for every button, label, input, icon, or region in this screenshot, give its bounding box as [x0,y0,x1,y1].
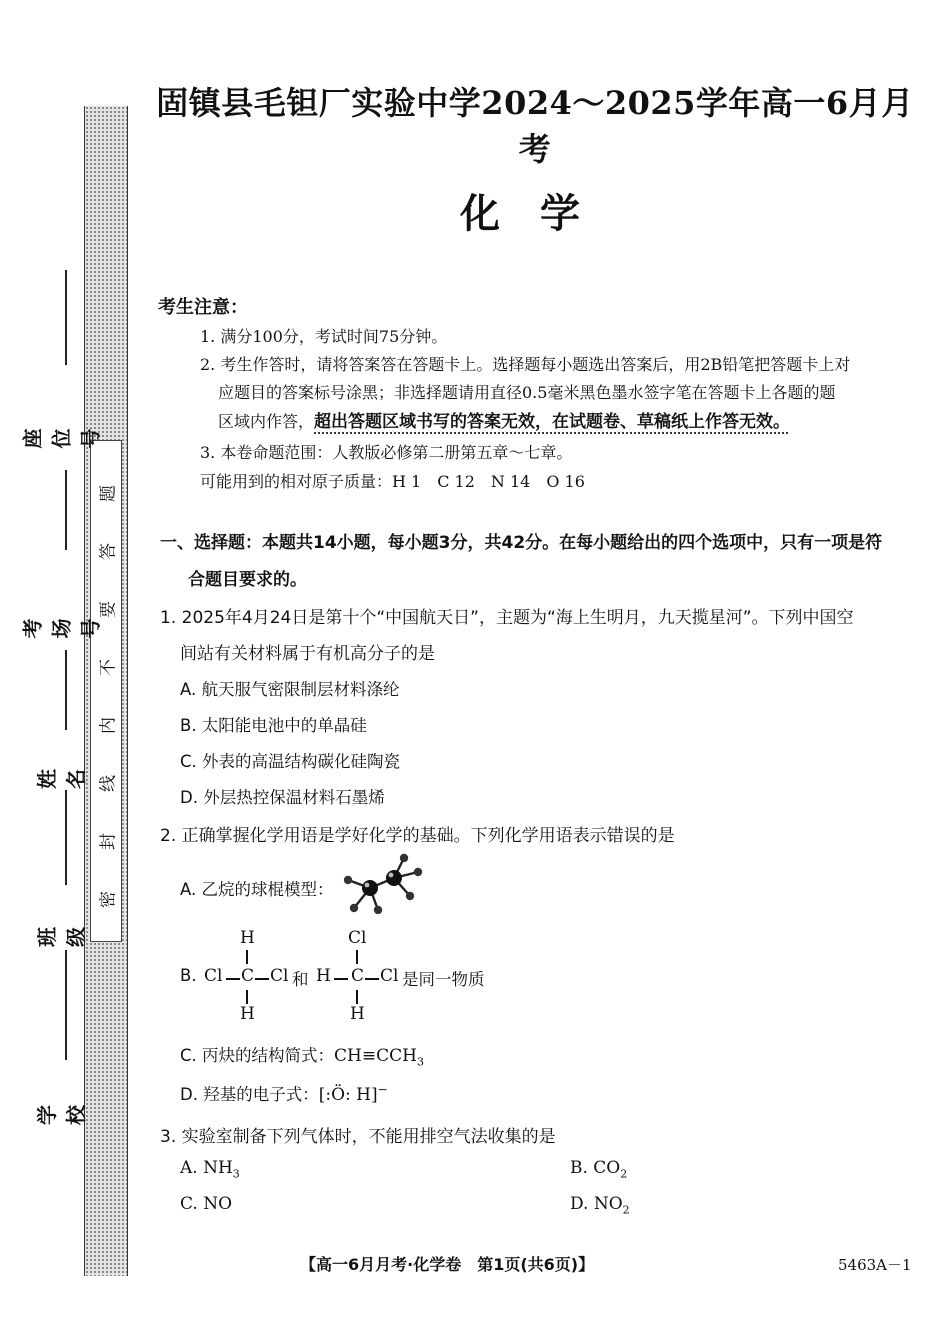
seat-number-field[interactable] [20,270,103,449]
page-footer: 【高一6月月考·化学卷 第1页(共6页)】 [300,1255,595,1274]
mol1-right-atom: Cl [270,966,289,986]
notice-item-3: 3. 本卷命题范围：人教版必修第二册第五章～七章。 [200,443,573,462]
mol1-center-atom: C [241,966,255,986]
notice-item-2-line-1: 2. 考生作答时，请将答案答在答题卡上。选择题每小题选出答案后，用2B铅笔把答题卡上对 [200,355,851,374]
q3-stem: 3. 实验室制备下列气体时，不能用排空气法收集的是 [160,1127,556,1147]
subscript: 2 [622,1203,630,1217]
seat-number-label: 座位号 [20,428,103,449]
bond [246,990,248,1004]
q3-option-b-text: B. CO [570,1158,621,1178]
name-label: 姓名 [35,769,88,789]
warning-char: 线 [98,775,119,792]
section-1-heading-line-1: 一、选择题：本题共14小题，每小题3分，共42分。在每小题给出的四个选项中，只有一项是符 [160,533,883,553]
mol2-top-atom: Cl [348,928,367,948]
q2-option-b-and: 和 [292,970,309,989]
q3-option-d[interactable] [570,1194,630,1216]
warning-char: 密 [98,891,119,908]
atomic-masses: 可能用到的相对原子质量：H 1 C 12 N 14 O 16 [200,472,585,491]
subscript: 3 [232,1167,240,1181]
q1-option-a[interactable]: A. 航天服气密限制层材料涤纶 [180,680,400,699]
warning-char: 不 [98,659,119,676]
exam-room-field[interactable] [20,470,103,639]
q1-option-b[interactable]: B. 太阳能电池中的单晶硅 [180,716,367,735]
warning-char: 答 [98,543,119,560]
bond [356,990,358,1004]
mol1-bottom-atom: H [240,1004,255,1024]
q2-option-c-text: C. 丙炔的结构简式： [180,1046,335,1065]
q2-option-c[interactable] [180,1042,424,1068]
bond [365,978,379,980]
q2-option-d[interactable] [180,1081,388,1105]
notice-heading: 考生注意： [158,297,248,318]
q2-stem: 2. 正确掌握化学用语是学好化学的基础。下列化学用语表示错误的是 [160,826,675,846]
no-answer-warning-box [90,440,122,942]
class-label: 班级 [35,927,88,947]
q3-option-c-text: C. NO [180,1194,233,1214]
molecule-2 [314,928,409,1026]
exam-room-label: 考场号 [20,618,103,639]
q1-stem-line-2: 间站有关材料属于有机高分子的是 [180,644,435,664]
q2-option-a[interactable]: A. 乙烷的球棍模型： [180,880,334,899]
q1-stem-line-1: 1. 2025年4月24日是第十个“中国航天日”，主题为“海上生明月，九天揽星河”。下列中国空 [160,608,854,628]
notice-item-2-line-2: 应题目的答案标号涂黑；非选择题请用直径0.5毫米黑色墨水签字笔在答题卡上各题的题 [218,383,836,402]
mol2-bottom-atom: H [350,1004,365,1024]
hydroxyl-electron-formula: [:Ö: H] [318,1085,378,1105]
school-field[interactable] [35,950,88,1125]
ethane-ball-stick-model-icon [338,852,428,914]
mol1-top-atom: H [240,928,255,948]
mol2-center-atom: C [351,966,365,986]
bond [356,950,358,964]
q1-option-c[interactable]: C. 外表的高温结构碳化硅陶瓷 [180,752,401,771]
mol1-left-atom: Cl [204,966,223,986]
name-field[interactable] [35,650,88,810]
warning-char: 要 [98,601,119,618]
notice-plain-text: 区域内作答， [218,412,315,431]
paper-code: 5463A－1 [838,1256,912,1274]
q2-option-d-text: D. 羟基的电子式： [180,1085,319,1104]
exam-title: 固镇县毛钽厂实验中学2024～2025学年高一6月月考 [156,84,914,168]
hydroxyl-charge: − [377,1082,388,1097]
q3-option-d-text: D. NO [570,1194,623,1214]
subject-title: 化学 [460,191,620,237]
bond [334,978,348,980]
molecule-1 [200,928,295,1026]
school-label: 学校 [35,1105,88,1125]
mol2-left-atom: H [316,966,331,986]
q3-option-a-text: A. NH [180,1158,233,1178]
notice-item-1: 1. 满分100分，考试时间75分钟。 [200,327,448,346]
q1-option-d[interactable]: D. 外层热控保温材料石墨烯 [180,788,385,807]
bond [246,950,248,964]
subscript: 2 [620,1167,628,1181]
mol2-right-atom: Cl [380,966,399,986]
q3-option-a[interactable] [180,1158,240,1180]
q2-option-b-prefix[interactable]: B. [180,966,197,985]
warning-char: 内 [98,717,119,734]
propyne-formula: CH≡CCH [334,1046,417,1066]
q2-option-b-suffix: 是同一物质 [402,970,485,989]
section-1-heading-line-2: 合题目要求的。 [188,570,307,590]
bond [255,978,269,980]
class-field[interactable] [35,790,88,950]
q3-option-b[interactable] [570,1158,627,1180]
q3-option-c[interactable] [180,1194,232,1214]
propyne-subscript: 3 [416,1055,424,1069]
warning-char: 题 [98,485,119,502]
warning-char: 封 [98,833,119,850]
bond [226,978,240,980]
notice-emphasis-text: 超出答题区域书写的答案无效，在试题卷、草稿纸上作答无效。 [314,412,791,432]
notice-item-2-line-3 [218,407,790,437]
